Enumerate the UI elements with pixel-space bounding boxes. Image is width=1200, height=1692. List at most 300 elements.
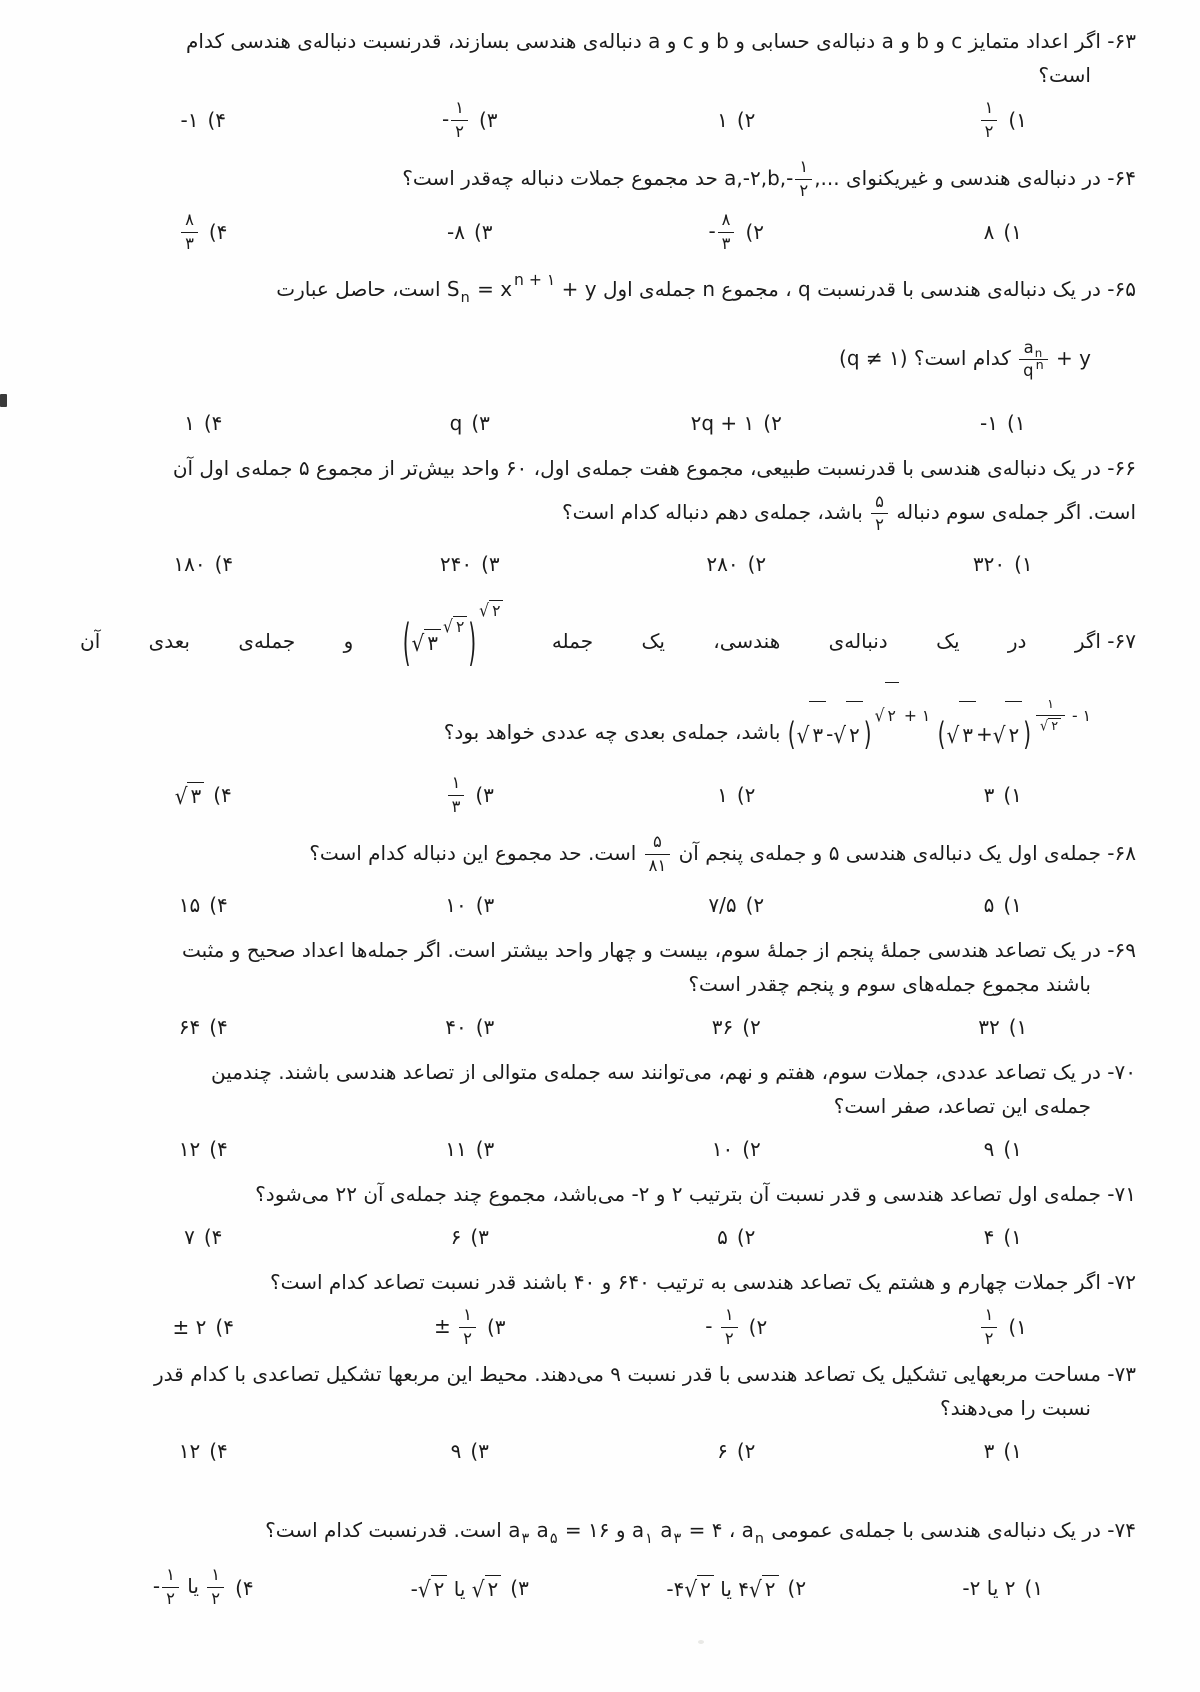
option-value (179, 1137, 200, 1161)
text: دنباله‌ی هندسی بسازند، قدرنسبت دنباله‌ی هندسی کدام (186, 29, 649, 53)
option (603, 1137, 870, 1161)
text: است، حاصل عبارت (276, 277, 447, 302)
question-line (70, 1504, 1136, 1559)
option-label: (۱ (1008, 1014, 1028, 1039)
radical-sign: √ (174, 782, 188, 810)
math-expression (882, 25, 894, 58)
radical-sign: √ (946, 721, 960, 749)
text: b (716, 29, 729, 53)
math-expression (450, 411, 463, 435)
question-line (70, 1266, 1136, 1299)
question-line (70, 452, 1136, 485)
option-value (451, 1439, 462, 1463)
option-label: (۱ (1008, 1315, 1027, 1340)
math-expression (442, 99, 470, 142)
math-expression (180, 108, 198, 132)
option-label: (۴ (207, 108, 226, 133)
denominator (1036, 716, 1065, 735)
option (603, 108, 870, 132)
text: n (1035, 358, 1044, 374)
radicand (485, 1575, 502, 1601)
math-expression (742, 1504, 765, 1559)
question-۶۷ (70, 593, 1136, 816)
subscript: ۳ (521, 1530, 530, 1547)
question-۶۹ (70, 934, 1136, 1046)
subscript: n (460, 289, 470, 306)
option-label: (۱ (1008, 108, 1027, 133)
text: ۲ (166, 1589, 175, 1609)
numerator (718, 211, 735, 233)
question-line (70, 1056, 1136, 1089)
text: ۶۳- اگر اعداد متمایز (962, 29, 1136, 53)
question-line (70, 263, 1136, 318)
text: ، (722, 1518, 742, 1543)
fraction (643, 833, 673, 876)
option-label: (۳ (475, 892, 495, 917)
math-expression (951, 25, 962, 58)
question-line (70, 25, 1136, 58)
option (70, 893, 337, 917)
math-expression (153, 1566, 181, 1609)
paren-group (787, 701, 873, 767)
option-value (184, 411, 195, 435)
text: در (1007, 629, 1027, 654)
question-۶۵ (70, 263, 1136, 442)
options-row (70, 774, 1136, 817)
math-expression (446, 774, 467, 817)
radical-sign: √ (1040, 717, 1049, 735)
option-value (984, 1225, 995, 1249)
option (603, 1575, 870, 1601)
text: ۱ (717, 783, 728, 808)
square-root (175, 782, 205, 808)
text: ۹ (450, 1439, 462, 1464)
option-value (179, 211, 200, 254)
text: یا (447, 1576, 472, 1601)
left-paren: ( (402, 611, 411, 672)
fraction (979, 1306, 1000, 1349)
option (603, 1015, 870, 1039)
text: - (826, 721, 834, 746)
text: q (798, 277, 811, 302)
fraction (160, 1566, 181, 1609)
text: ۷ (184, 1224, 195, 1249)
option-label: (۳ (478, 108, 498, 133)
denominator (718, 233, 735, 254)
text: کدام است؟ (907, 346, 1018, 371)
option (603, 893, 870, 917)
text: S (446, 277, 460, 302)
option (70, 1315, 337, 1339)
option-value (450, 411, 463, 435)
text: a (741, 1518, 754, 1543)
text: n (702, 277, 716, 302)
question-line (70, 968, 1136, 1001)
scan-edge-artifact (0, 394, 7, 407)
options-row (70, 1130, 1136, 1168)
math-expression (508, 1504, 609, 1559)
text: می‌باشد، مجموع چند جمله‌ی آن ۲۲ می‌شود؟ (255, 1181, 632, 1206)
option-label: (۲ (736, 1439, 756, 1464)
math-expression (447, 263, 597, 318)
radical-sign: √ (443, 617, 453, 638)
option (337, 411, 604, 435)
denominator (451, 121, 468, 142)
text: ۱ (184, 411, 195, 436)
option-label: (۲ (742, 1136, 761, 1161)
option-label: (۲ (745, 220, 765, 245)
text: ۲ (875, 515, 884, 535)
fraction (719, 1306, 740, 1349)
text: ۴ (983, 1224, 995, 1249)
text: ۲ (799, 180, 809, 200)
radical-sign: √ (417, 1575, 431, 1603)
math-expression (980, 411, 998, 435)
radicand (959, 701, 976, 767)
text: ۳ (983, 1439, 995, 1464)
square-root (797, 701, 827, 767)
question-۶۳ (70, 25, 1136, 142)
text: ۳۲۰ (972, 552, 1006, 577)
option (337, 1137, 604, 1161)
option (870, 1576, 1137, 1600)
text: ۳ (190, 784, 202, 809)
math-expression (175, 782, 205, 808)
text: ۱ (211, 1565, 221, 1585)
text: ± ۲ (172, 1315, 207, 1340)
text: ۲ (487, 1576, 499, 1601)
option (337, 552, 604, 576)
text: + (975, 721, 993, 746)
option-value (717, 1225, 728, 1249)
option-label: (۳ (475, 783, 494, 808)
question-۶۴ (70, 152, 1136, 254)
text: + y (1049, 346, 1091, 371)
option-value (184, 1225, 195, 1249)
square-root (412, 629, 442, 655)
math-expression (708, 211, 736, 254)
text: a (648, 29, 661, 53)
math-expression (179, 211, 200, 254)
radicand (809, 701, 826, 767)
text: a,-۲,b,- (724, 165, 794, 190)
radicand (885, 682, 899, 748)
text: ۲ (1051, 718, 1059, 734)
option-value (979, 99, 1000, 142)
text: ۸ (721, 209, 731, 229)
math-expression (716, 25, 729, 58)
options-row (70, 99, 1136, 142)
option-label: (۲ (736, 108, 756, 133)
math-expression (979, 99, 1000, 142)
text: ۶ (717, 1439, 728, 1464)
text: ,... (814, 165, 840, 190)
text: ۴ (738, 1576, 750, 1601)
option (603, 411, 870, 435)
text: حد مجموع جملات دنباله چه‌قدر است؟ (402, 165, 725, 190)
text: یا (180, 1574, 206, 1599)
denominator (981, 1328, 998, 1349)
option-value (717, 1439, 728, 1463)
option-value (446, 774, 467, 817)
text: + ۱ (898, 706, 931, 725)
text: یک (936, 629, 960, 654)
option (70, 1137, 337, 1161)
option-label: (۲ (745, 892, 765, 917)
text: ۱ (166, 1565, 175, 1585)
left-paren: ( (787, 714, 796, 754)
text: ۳ (962, 722, 973, 747)
option (870, 783, 1137, 807)
right-paren: ) (468, 611, 477, 672)
text: - (708, 218, 716, 243)
math-expression (643, 827, 673, 879)
math-expression (937, 697, 1091, 767)
square-root (875, 682, 899, 748)
text: یا (713, 1576, 739, 1601)
option-value (712, 1015, 733, 1039)
option (870, 893, 1137, 917)
text: ۲ (849, 722, 860, 747)
text: ۸۱ (648, 855, 667, 875)
radical-sign: √ (471, 1575, 485, 1603)
math-expression (631, 1178, 649, 1211)
question-line (70, 1090, 1136, 1123)
fraction (716, 211, 737, 254)
text: است. اگر جمله‌ی سوم دنباله (889, 500, 1136, 525)
math-expression (708, 893, 736, 917)
option-label: (۲ (763, 411, 782, 436)
option-value (440, 552, 472, 576)
text: -۲ (631, 1181, 650, 1206)
option-label: (۴ (203, 1224, 223, 1249)
text: یک (641, 629, 665, 654)
option-label: (۳ (471, 411, 490, 436)
radical-sign: √ (479, 600, 490, 622)
square-root (479, 600, 503, 620)
radicand (431, 1575, 448, 1601)
text: ۲ (700, 1576, 711, 1601)
option-value (173, 552, 205, 576)
option-label: (۱ (1003, 1136, 1022, 1161)
math-expression (798, 263, 811, 315)
text: و (893, 29, 917, 53)
text: ۷/۵ (708, 892, 737, 917)
text: ۱۰ (445, 892, 467, 917)
math-expression (738, 1575, 778, 1601)
text: ۳ (721, 233, 731, 253)
option-value (984, 893, 995, 917)
options-row (70, 1432, 1136, 1470)
text: ۱ (799, 156, 809, 176)
question-line (70, 486, 1136, 538)
text: ۱ (984, 1304, 994, 1324)
option-value (708, 211, 736, 254)
text: -۱ (979, 411, 998, 436)
option-label: (۱ (1003, 1224, 1022, 1249)
text: ۲ (463, 1328, 472, 1348)
math-expression (683, 25, 694, 58)
text: c (951, 29, 963, 53)
text: باشند مجموع جمله‌های سوم و پنجم چقدر است؟ (688, 971, 1091, 996)
option (337, 220, 604, 244)
superscript (1034, 684, 1091, 748)
option (870, 552, 1137, 576)
option-value (445, 893, 466, 917)
option-label: (۱ (1003, 783, 1022, 808)
option-label: (۳ (481, 552, 500, 577)
math-expression (472, 1575, 502, 1601)
option-label: (۲ (787, 1575, 807, 1600)
numerator (1019, 339, 1048, 361)
option (603, 552, 870, 576)
math-expression (691, 411, 755, 435)
text: ۷۳- مساحت مربعهایی تشکیل یک تصاعد هندسی با قدر نسبت ۹ می‌دهند. محیط این مربعها تشکیل تصاعدی با کدام قدر (154, 1362, 1136, 1387)
option-value (445, 1015, 466, 1039)
text: است؟ (1038, 63, 1091, 87)
math-expression (402, 600, 504, 672)
subscript: ۳ (673, 1530, 682, 1547)
option-value (434, 1306, 478, 1349)
text: ۲ (455, 618, 465, 637)
option-label: (۴ (215, 1315, 234, 1340)
denominator (645, 855, 671, 876)
text: q (449, 411, 463, 436)
option (70, 108, 337, 132)
math-expression (447, 220, 465, 244)
option-label: (۲ (736, 1224, 756, 1249)
option-value (179, 1015, 200, 1039)
option-value (173, 1315, 207, 1339)
option (70, 552, 337, 576)
radicand (846, 701, 863, 767)
option-label: (۳ (475, 1136, 495, 1161)
option-label: (۴ (214, 552, 234, 577)
option-value (442, 99, 470, 142)
question-۷۲ (70, 1266, 1136, 1349)
text: ۲ (764, 1576, 776, 1601)
superscript (1036, 359, 1044, 374)
text: ۱ (724, 1304, 734, 1324)
radicand (489, 600, 503, 620)
option-label: (۴ (213, 783, 232, 808)
option-label: (۳ (486, 1315, 506, 1340)
option-label: (۲ (742, 1014, 761, 1039)
option (337, 774, 604, 817)
text: ، مجموع (715, 277, 799, 302)
option (70, 211, 337, 254)
question-۶۸ (70, 827, 1136, 924)
text: ۱۱ (445, 1136, 467, 1161)
numerator (871, 493, 888, 515)
text: ۱ (984, 98, 994, 117)
option (70, 782, 337, 808)
option-value (175, 782, 205, 808)
numerator (448, 774, 465, 796)
scan-speck-artifact (698, 1640, 704, 1644)
option-value (984, 1137, 995, 1161)
text: - (441, 106, 450, 131)
fraction (457, 1306, 478, 1349)
option-value (445, 1137, 466, 1161)
text: ۵ (717, 1224, 728, 1249)
text: ۷۱- جمله‌ی اول تصاعد هندسی و قدر نسبت آن بترتیب ۲ و (649, 1181, 1136, 1206)
options-row (70, 1008, 1136, 1046)
text: = x (470, 277, 513, 302)
numerator (981, 1306, 998, 1328)
text: جمله‌ی (238, 629, 296, 654)
text: a (530, 1518, 549, 1543)
questions-container (70, 25, 1136, 1609)
option-label: (۳ (475, 1014, 495, 1039)
text: -۱ (180, 108, 199, 133)
option-value (451, 1225, 462, 1249)
option (337, 893, 604, 917)
superscript (443, 616, 467, 636)
option-value (978, 1015, 999, 1039)
text: (q ≠ ۱) (839, 346, 908, 371)
math-expression (787, 700, 931, 767)
question-۷۱ (70, 1178, 1136, 1256)
radical-sign: √ (684, 1575, 698, 1603)
option-label: (۳ (470, 1224, 489, 1249)
text: - (152, 1574, 161, 1599)
question-line (70, 827, 1136, 879)
option (870, 1225, 1137, 1249)
radicand (1048, 718, 1061, 735)
option-value (666, 1575, 778, 1601)
radicand (697, 1575, 714, 1601)
option-label: (۴ (209, 1439, 228, 1464)
superscript (479, 600, 503, 620)
denominator (181, 233, 198, 254)
math-expression (702, 263, 715, 315)
text: ۵ (653, 831, 662, 851)
option-value (984, 783, 995, 807)
text: ۶۶- در یک دنباله‌ی هندسی با قدرنسبت طبیعی، مجموع هفت جمله‌ی اول، ۶۰ واحد بیش‌تر از مجموع ۵ جمله‌ی اول آن (172, 456, 1136, 481)
radicand (453, 616, 467, 636)
question-line (70, 152, 1136, 204)
option-value (411, 1575, 502, 1601)
math-expression (434, 1306, 478, 1349)
option-value (706, 552, 738, 576)
text: a (881, 29, 894, 53)
square-root (1040, 718, 1061, 735)
option-label: (۲ (748, 1315, 768, 1340)
radical-sign: √ (992, 721, 1006, 749)
text: = ۱۶ (558, 1518, 610, 1543)
text: ۳ (983, 783, 995, 808)
denominator (162, 1588, 179, 1609)
text: جمله (551, 629, 594, 654)
option (70, 411, 337, 435)
numerator (645, 833, 671, 855)
option (337, 1015, 604, 1039)
subscript: ۱ (645, 1530, 653, 1547)
square-root (443, 616, 467, 636)
text: n + ۱ (514, 270, 556, 289)
fraction (179, 211, 200, 254)
text: - (410, 1576, 418, 1601)
text: ۲ (887, 706, 896, 725)
text: بعدی (148, 629, 190, 654)
option-label: (۴ (208, 220, 228, 245)
text: -۲ (962, 1575, 981, 1600)
text: ۱ (1047, 697, 1054, 713)
text: آن (80, 629, 101, 654)
math-expression (666, 1575, 713, 1601)
square-root (749, 1575, 779, 1601)
